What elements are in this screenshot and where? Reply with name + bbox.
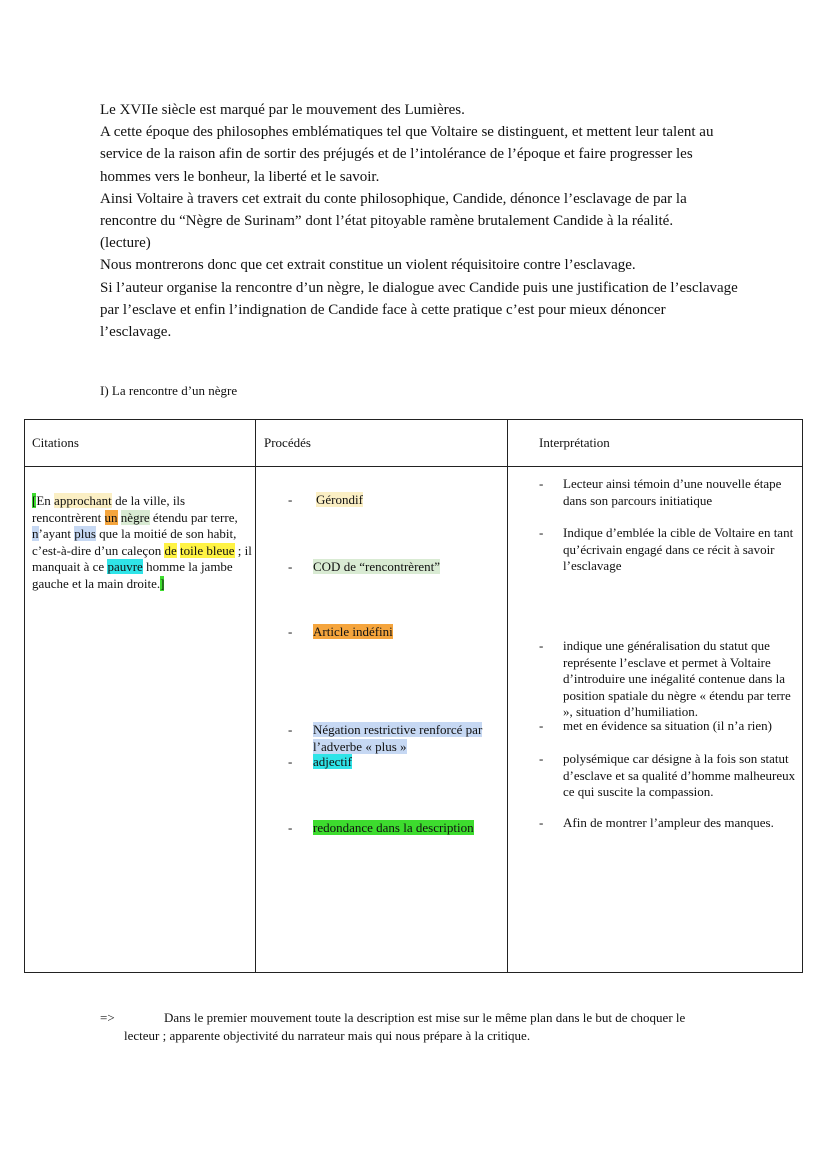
intro-paragraph xyxy=(100,99,740,343)
procede-item: - redondance dans la description xyxy=(288,820,474,835)
procede-item: - Article indéfini xyxy=(288,624,393,639)
procede-redondance: redondance dans la description xyxy=(313,820,474,835)
procede-negation: Négation restrictive renforcé par l’adverbe « plus » xyxy=(313,722,483,754)
table-row xyxy=(25,467,803,973)
highlight-plus: plus xyxy=(74,526,96,541)
highlight-n: n xyxy=(32,526,39,541)
intro-line: Ainsi Voltaire à travers cet extrait du conte philosophique, Candide, dénonce l’esclavage de par la rencontre du “Nègre de Surinam” dont l’état pitoyable ramène brutalement Candide à la réalité. xyxy=(100,190,687,230)
interpretation-cell xyxy=(508,467,803,973)
procede-item: - COD de “rencontrèrent” xyxy=(288,559,441,574)
highlight-pauvre: pauvre xyxy=(107,559,143,574)
intro-line: Le XVIIe siècle est marqué par le mouvement des Lumières. xyxy=(100,102,465,118)
conclusion-text: Dans le premier mouvement toute la description est mise sur le même plan dans le but de choquer le lecteur ; apparente objectivité du narrateur mais qui nous prépare à la critique. xyxy=(124,1010,686,1043)
procede-item: - Gérondif xyxy=(288,492,363,507)
intro-line: Nous montrerons donc que cet extrait constitue un violent réquisitoire contre l’esclavage. xyxy=(100,257,636,274)
procede-item: - adjectif xyxy=(288,754,352,769)
highlight-negre: nègre xyxy=(120,509,150,525)
analysis-table xyxy=(24,419,803,973)
table-header-row xyxy=(25,420,803,467)
header-procedes: Procédés xyxy=(256,420,508,467)
citations-cell xyxy=(25,467,256,973)
procede-item: - Négation restrictive renforcé par l’adverbe « plus » xyxy=(288,722,483,754)
interpretation-item: - indique une généralisation du statut que représente l’esclave et permet à Voltaire d’introduire une inégalité contenue dans la position spatiale du nègre « étendu par terre », situation d’humiliation. xyxy=(539,638,791,719)
interpretation-item: - Afin de montrer l’ampleur des manques. xyxy=(539,815,774,830)
interpretation-item: - Indique d’emblée la cible de Voltaire en tant qu’écrivain engagé dans ce récit à savoir l’esclavage xyxy=(539,525,794,573)
procede-cod: COD de “rencontrèrent” xyxy=(313,559,441,574)
procede-article: Article indéfini xyxy=(313,624,393,639)
procedes-cell xyxy=(256,467,508,973)
procede-gerondif: Gérondif xyxy=(316,492,363,507)
section-title: I) La rencontre d’un nègre xyxy=(100,383,238,398)
procede-adjectif: adjectif xyxy=(313,754,352,769)
header-interpretation: Interprétation xyxy=(508,420,803,467)
highlight-un: un xyxy=(104,509,118,525)
intro-line: (lecture) xyxy=(100,235,151,252)
conclusion xyxy=(100,1009,720,1044)
intro-line: A cette époque des philosophes emblématiques tel que Voltaire se distinguent, et mettent leur talent au service de la raison afin de sortir des préjugés et de l’intolérance de l’époque et faire progresser les hommes vers le bonheur, la liberté et le savoir. xyxy=(100,124,714,185)
highlight-toile-bleue: toile bleue xyxy=(179,542,235,558)
open-bracket: [ xyxy=(32,493,37,508)
intro-line: Si l’auteur organise la rencontre d’un nègre, le dialogue avec Candide puis une justification de l’esclavage par l’esclave et enfin l’indignation de Candide face à cette pratique c’est pour mieux dénoncer l’esclavage. xyxy=(100,279,738,341)
highlight-approchant: approchant xyxy=(54,493,112,508)
citation-text: [En approchant de la ville, ils rencontrèrent un nègre étendu par terre, n’ayant plus que la moitié de son habit, c’est-à-dire d’un caleçon de toile bleue ; il manquait à ce pauvre homme la jambe gauche et la main droite.] xyxy=(32,493,252,591)
arrow-icon: => xyxy=(100,1010,115,1025)
highlight-de: de xyxy=(164,542,177,558)
header-citations: Citations xyxy=(25,420,256,467)
interpretation-item: - met en évidence sa situation (il n’a rien) xyxy=(539,718,773,733)
interpretation-item: - Lecteur ainsi témoin d’une nouvelle étape dans son parcours initiatique xyxy=(539,476,782,508)
interpretation-item: - polysémique car désigne à la fois son statut d’esclave et sa qualité d’homme malheureux ce qui suscite la compassion. xyxy=(539,751,796,799)
close-bracket: ] xyxy=(160,575,165,591)
